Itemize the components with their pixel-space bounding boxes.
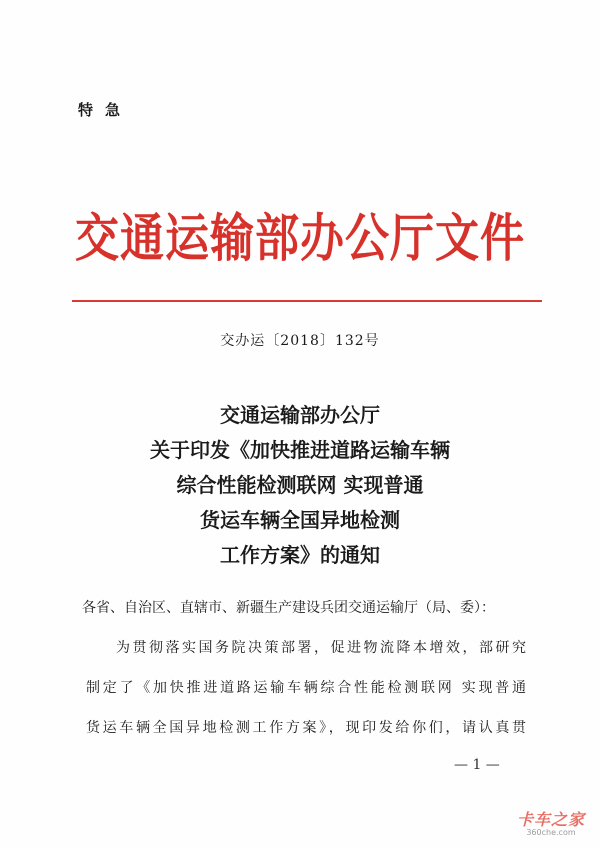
body-paragraph-line: 为贯彻落实国务院决策部署，促进物流降本增效，部研究: [116, 640, 526, 656]
title-line: 关于印发《加快推进道路运输车辆: [150, 438, 450, 462]
title-line: 交通运输部办公厅: [220, 403, 380, 427]
title-line: 综合性能检测联网 实现普通: [176, 473, 424, 497]
red-divider: [72, 300, 542, 302]
page-number: — 1 —: [454, 757, 500, 773]
salutation: 各省、自治区、直辖市、新疆生产建设兵团交通运输厅（局、委）：: [82, 600, 495, 616]
watermark-logo: [506, 807, 596, 837]
title-line: 工作方案》的通知: [220, 543, 380, 567]
document-title: [0, 398, 600, 573]
urgency-label: 特急: [78, 101, 133, 119]
title-line: 货运车辆全国异地检测: [200, 508, 400, 532]
watermark-brand: 卡车之家: [516, 810, 585, 829]
body-paragraph-line: 货运车辆全国异地检测工作方案》，现印发给你们，请认真贯: [86, 720, 526, 736]
document-number: 交办运〔2018〕132号: [220, 333, 380, 349]
issuer-header: 交通运输部办公厅文件: [75, 208, 525, 270]
body-paragraph-line: 制定了《加快推进道路运输车辆综合性能检测联网 实现普通: [86, 680, 526, 696]
watermark-site: 360che.com: [526, 828, 576, 837]
